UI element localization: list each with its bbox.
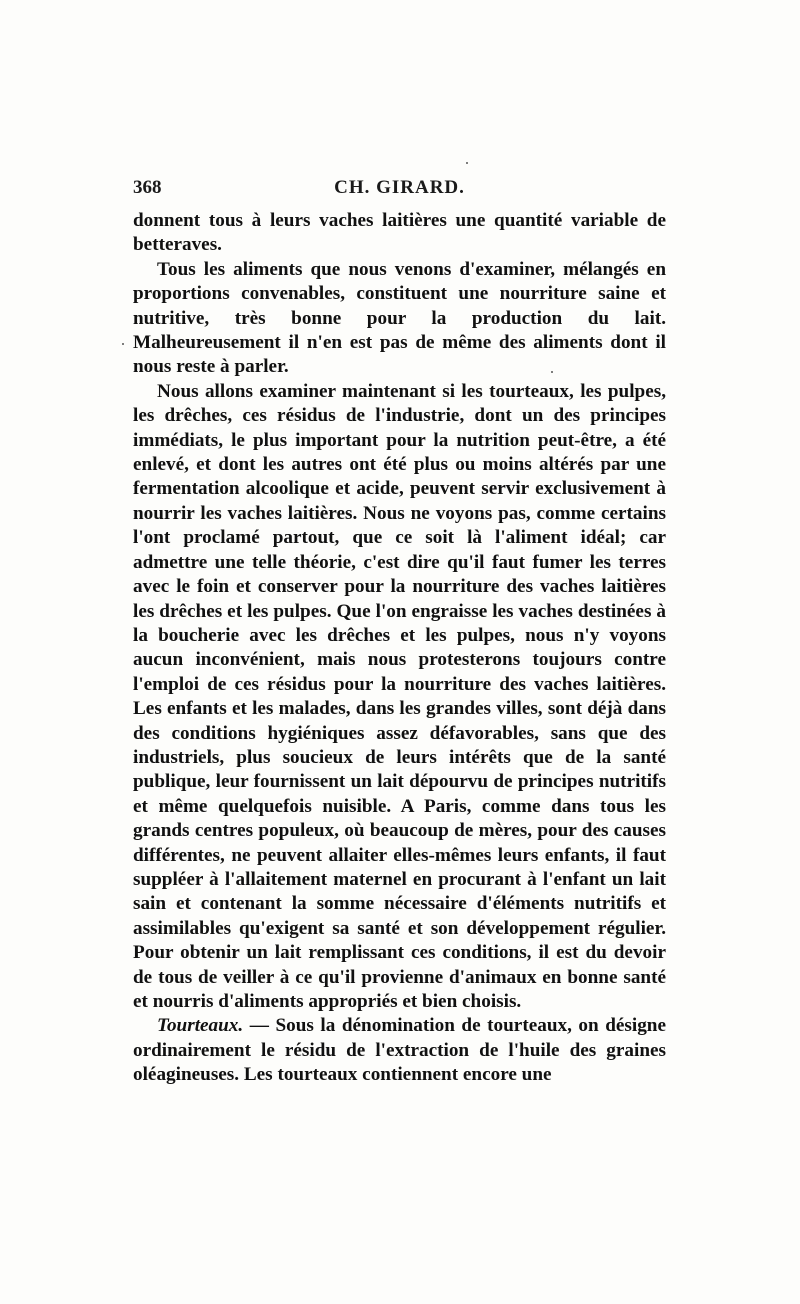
paragraph [133,380,666,1015]
print-speck [466,162,468,164]
paragraph [133,258,666,380]
running-title: CH. GIRARD. [334,177,465,198]
section-title: Tourteaux. [157,1015,244,1037]
paragraph-text: — Sous la dénomination de tourteaux, on désigne ordinairement le résidu de l'extraction de l'huile des graines oléagineuses. Les tourteaux contiennent encore une [133,1015,666,1086]
print-speck [122,343,124,345]
running-header [133,177,666,201]
body-text [133,209,666,1088]
paragraph-text: Tous les aliments que nous venons d'examiner, mélangés en proportions convenables, constituent une nourriture saine et nutritive, très bonne pour la production du lait. Malheureusement il n'en est pas de même des aliments dont il nous reste à parler. [133,258,666,378]
paragraph-text: donnent tous à leurs vaches laitières une quantité variable de betteraves. [133,210,666,256]
paragraph [133,209,666,258]
paragraph [133,1014,666,1087]
page-number: 368 [133,177,162,198]
paragraph-text: Nous allons examiner maintenant si les tourteaux, les pulpes, les drêches, ces résidus de l'industrie, dont un des principes immédiats, le plus important pour la nutrition peut-être, a été enlevé, et dont les autres ont été plus ou moins altérés par une fermentation alcoolique et acide, peuvent servir exclusivement à nourrir les vaches laitières. Nous ne voyons pas, comme certains l'ont proclamé partout, que ce soit là l'aliment idéal; car admettre une telle théorie, c'est dire qu'il faut fumer les terres avec le foin et conserver pour la nourriture des vaches laitières les drêches et les pulpes. Que l'on engraisse les vaches destinées à la boucherie avec les drêches et les pulpes, nous n'y voyons aucun inconvénient, mais nous protesterons toujours contre l'emploi de ces résidus pour la nourriture des vaches laitières. Les enfants et les malades, dans les grandes villes, sont déjà dans des conditions hygiéniques assez défavorables, sans que des industriels, plus soucieux de leurs intérêts que de la santé publique, leur fournissent un lait dépourvu de principes nutritifs et même quelquefois nuisible. A Paris, comme dans tous les grands centres populeux, où beaucoup de mères, pour des causes différentes, ne peuvent allaiter elles-mêmes leurs enfants, il faut suppléer à l'allaitement maternel en procurant à l'enfant un lait sain et contenant la somme nécessaire d'éléments nutritifs et assimilables qu'exigent sa santé et son développement régulier. Pour obtenir un lait remplissant ces conditions, il est du devoir de tous de veiller à ce qu'il provienne d'animaux en bonne santé et nourris d'aliments appropriés et bien choisis. [133,380,666,1012]
